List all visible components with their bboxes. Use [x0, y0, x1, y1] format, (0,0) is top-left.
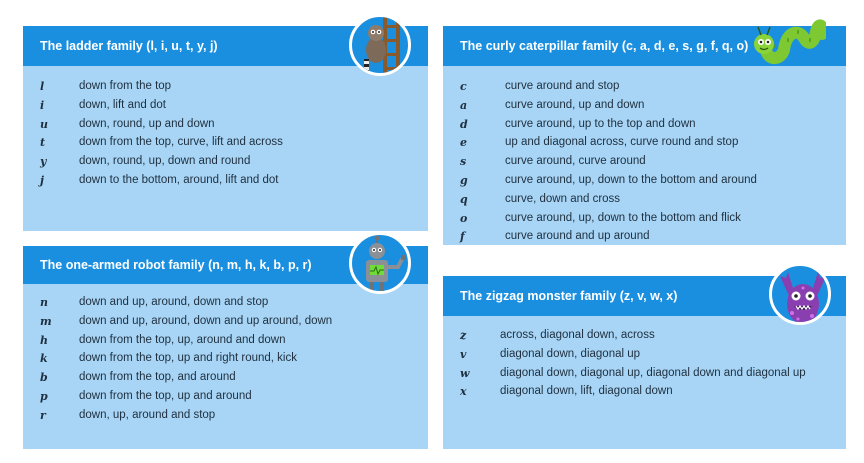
stroke-description: down from the top	[79, 80, 172, 92]
stroke-description: down, round, up and down	[79, 117, 215, 130]
stroke-description: down from the top, up and around	[79, 389, 252, 402]
letter-glyph: g	[460, 173, 468, 187]
stroke-description: curve around, up and down	[505, 98, 645, 111]
list-item	[443, 230, 846, 249]
monster-family-title: The zigzag monster family (z, v, w, x)	[460, 289, 678, 303]
stroke-description: down to the bottom, around, lift and dot	[79, 173, 279, 186]
letter-glyph: o	[460, 211, 468, 225]
caterpillar-family-list	[443, 80, 846, 249]
list-item	[443, 385, 846, 404]
list-item	[443, 212, 846, 231]
stroke-description: down from the top, curve, lift and across	[79, 136, 283, 149]
stroke-description: down from the top, up and right round, kick	[79, 352, 297, 365]
stroke-description: down from the top, and around	[79, 371, 236, 384]
stroke-description: diagonal down, lift, diagonal down	[500, 385, 673, 398]
list-item	[443, 174, 846, 193]
list-item	[23, 80, 428, 99]
list-item	[443, 118, 846, 137]
letter-glyph: u	[40, 117, 48, 131]
letter-glyph: r	[40, 408, 46, 422]
list-item	[23, 390, 428, 409]
list-item	[23, 352, 428, 371]
letter-glyph: b	[40, 371, 48, 385]
list-item	[443, 348, 846, 367]
robot-icon	[349, 232, 411, 294]
stroke-description: down and up, around, down and up around, down	[79, 314, 333, 327]
stroke-description: up and diagonal across, curve round and stop	[505, 136, 739, 149]
stroke-description: down from the top, up, around and down	[79, 333, 286, 346]
letter-glyph: v	[460, 347, 467, 361]
robot-family-title: The one-armed robot family (n, m, h, k, b, p, r)	[40, 258, 312, 272]
letter-glyph: x	[460, 385, 467, 399]
letter-glyph: a	[460, 98, 468, 112]
monster-icon	[769, 263, 831, 325]
list-item	[23, 315, 428, 334]
letter-glyph: f	[460, 230, 465, 244]
stroke-description: down, round, up, down and round	[79, 155, 251, 168]
list-item	[443, 155, 846, 174]
list-item	[23, 136, 428, 155]
letter-glyph: n	[40, 296, 48, 309]
list-item	[23, 371, 428, 390]
letter-glyph: m	[40, 314, 52, 328]
stroke-description: diagonal down, diagonal up	[500, 347, 641, 360]
caterpillar-family-title: The curly caterpillar family (c, a, d, e, s, g, f, q, o)	[460, 39, 749, 53]
caterpillar-icon	[752, 12, 826, 68]
robot-family-list	[23, 296, 428, 428]
letter-glyph: j	[40, 173, 44, 187]
letter-glyph: w	[460, 366, 470, 380]
list-item	[23, 296, 428, 315]
list-item	[23, 334, 428, 353]
stroke-description: curve around, up, down to the bottom and flick	[505, 211, 741, 224]
ladder-family-title: The ladder family (l, i, u, t, y, j)	[40, 39, 218, 53]
stroke-description: down, up, around and stop	[79, 408, 216, 421]
letter-glyph: q	[460, 192, 468, 206]
letter-glyph: l	[40, 80, 45, 93]
letter-glyph: e	[460, 136, 467, 150]
stroke-description: across, diagonal down, across	[500, 329, 655, 341]
letter-glyph: y	[40, 155, 47, 169]
monster-family-list	[443, 329, 846, 404]
lemur-on-ladder-icon	[349, 14, 411, 76]
list-item	[23, 409, 428, 428]
stroke-description: curve around, up to the top and down	[505, 117, 696, 130]
list-item	[23, 174, 428, 193]
stroke-description: curve around, up, down to the bottom and around	[505, 173, 757, 186]
stroke-description: curve, down and cross	[505, 192, 621, 205]
list-item	[443, 80, 846, 99]
letter-glyph: z	[460, 329, 467, 342]
letter-glyph: i	[40, 98, 45, 112]
letter-glyph: s	[460, 155, 467, 169]
ladder-family-list	[23, 80, 428, 193]
stroke-description: curve around and up around	[505, 230, 650, 243]
list-item	[443, 367, 846, 386]
list-item	[443, 136, 846, 155]
letter-glyph: h	[40, 333, 48, 347]
letter-glyph: k	[40, 352, 48, 366]
letter-glyph: d	[460, 117, 468, 131]
stroke-description: diagonal down, diagonal up, diagonal down and diagonal up	[500, 366, 806, 379]
list-item	[443, 329, 846, 348]
stroke-description: curve around and stop	[505, 80, 620, 92]
letter-glyph: c	[460, 80, 467, 93]
letter-glyph: p	[40, 389, 48, 403]
list-item	[23, 155, 428, 174]
list-item	[23, 118, 428, 137]
stroke-description: down, lift and dot	[79, 98, 166, 111]
list-item	[23, 99, 428, 118]
stroke-description: down and up, around, down and stop	[79, 296, 269, 308]
list-item	[443, 193, 846, 212]
list-item	[443, 99, 846, 118]
stroke-description: curve around, curve around	[505, 155, 646, 168]
letter-glyph: t	[40, 136, 46, 150]
